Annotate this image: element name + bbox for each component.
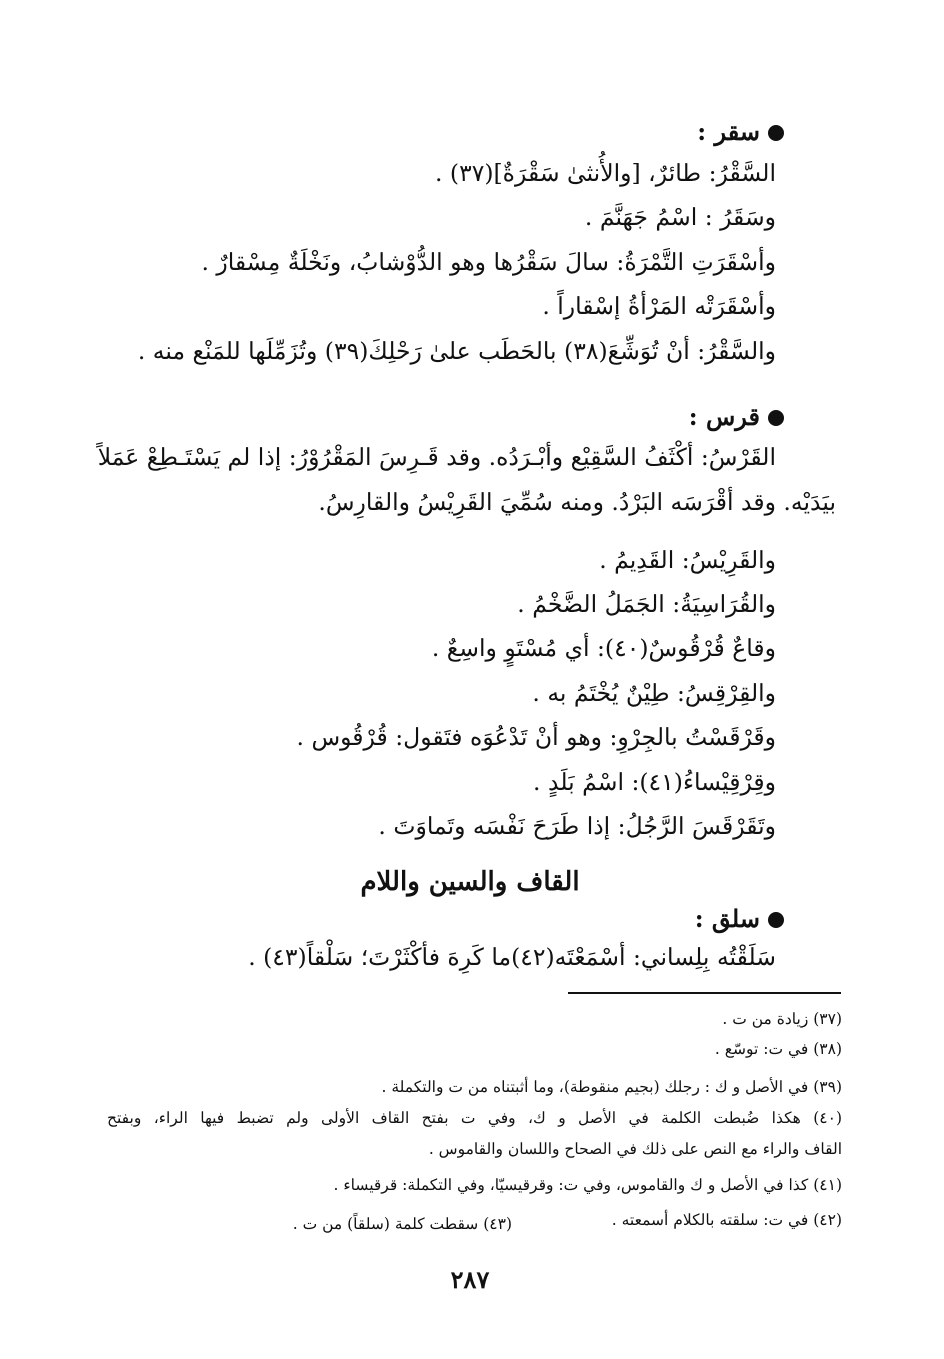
section-title: القاف والسين واللام [360, 867, 580, 897]
text-line: وأسْقَرَتْه المَرْأةُ إسْقاراً . [542, 292, 776, 320]
text-line: والسَّقْرُ: أنْ تُوَشِّعَ(٣٨) بالحَطَب علىٰ رَحْلِكَ(٣٩) وتُزَمِّلَها للمَنْع منه . [137, 337, 776, 365]
text-line: وقَرْقَسْتُ بالجِرْوِ: وهو أنْ تَدْعُوَه فتَقول: قُرْقُوس . [296, 723, 776, 751]
footnote: (٣٧) زيادة من ت . [722, 1010, 842, 1028]
heading-text: قرس : [688, 402, 760, 431]
footnote: (٣٩) في الأصل و ك : رجلك (بجيم منقوطة)، وما أثبتناه من ت والتكملة . [381, 1078, 842, 1096]
footnote: (٤٢) في ت: سلقته بالكلام أسمعته . [611, 1211, 842, 1229]
text-line: السَّقْرُ: طائرٌ، [والأُنثىٰ سَقْرَةٌ](٣٧) . [434, 159, 776, 187]
bullet-icon [768, 125, 784, 141]
entry-heading-saqr [697, 118, 784, 146]
text-line: سَلَقْتُه بِلِساني: أسْمَعْتَه(٤٢)ما كَرِهَ فأكْثَرْتَ؛ سَلْقاً(٤٣) . [248, 943, 776, 971]
text-line: والقُرَاسِيَةُ: الجَمَلُ الضَّخْمُ . [517, 590, 776, 618]
bullet-icon [768, 410, 784, 426]
text-line: والقِرْقِسُ: طِيْنٌ يُخْتَمُ به . [532, 679, 776, 707]
page-number: ٢٨٧ [450, 1265, 490, 1294]
footnote: (٣٨) في ت: توسّع . [714, 1040, 842, 1058]
footnote: (٤١) كذا في الأصل و ك والقاموس، وفي ت: وقرقيسيّا، وفي التكملة: قرقيساء . [333, 1176, 842, 1194]
bullet-icon [768, 912, 784, 928]
heading-text: سلق : [694, 904, 760, 933]
text-line: والقَرِيْسُ: القَدِيمُ . [599, 546, 776, 574]
text-line: وقاعٌ قُرْقُوسٌ(٤٠): أي مُسْتَوٍ واسِعٌ . [431, 634, 776, 662]
text-line: وتَقَرْقَسَ الرَّجُلُ: إذا طَرَحَ نَفْسَه وتَماوَتَ . [378, 812, 776, 840]
text-line: بيَدَيْه. وقد أقْرَسَه البَرْدُ. ومنه سُمِّيَ القَرِيْسُ والقارِسُ. [318, 488, 836, 516]
footnote: (٤٠) هكذا ضُبطت الكلمة في الأصل و ك، وفي ت بفتح القاف الأولى ولم تضبط فيها الراء، وبفتح [107, 1109, 842, 1127]
footnote-separator [568, 992, 841, 994]
heading-text: سقر : [697, 117, 760, 146]
text-line: وأسْقَرَتِ التَّمْرَةُ: سالَ سَقْرُها وهو الدُّوْشابُ، ونَخْلَةٌ مِسْقارٌ . [201, 248, 776, 276]
footnote: (٤٣) سقطت كلمة (سلقاً) من ت . [292, 1215, 512, 1233]
entry-heading-salaq [695, 905, 784, 933]
text-line: وقِرْقِيْساءُ(٤١): اسْمُ بَلَدٍ . [533, 768, 776, 796]
text-line: القَرْسُ: أكْثَفُ السَّقِيْع وأبْـرَدُه. وقد قَـرِسَ المَقْرُوْرُ: إذا لم يَسْتَـطِعْ عَمَلاً [97, 443, 776, 471]
footnote: القاف والراء مع النص على ذلك في الصحاح واللسان والقاموس . [428, 1140, 842, 1158]
text-line: وسَقَرُ : اسْمُ جَهَنَّمَ . [584, 203, 776, 231]
entry-heading-qars [689, 403, 784, 431]
